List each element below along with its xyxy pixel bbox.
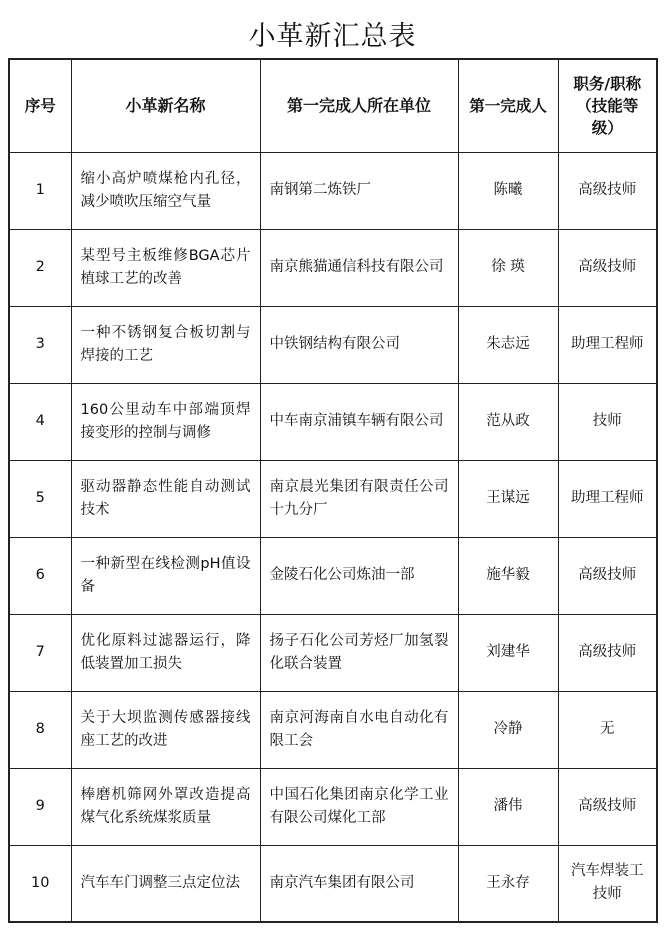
cell-title: 高级技师 xyxy=(558,614,657,691)
cell-unit: 南京汽车集团有限公司 xyxy=(260,845,458,922)
cell-no: 8 xyxy=(9,691,71,768)
cell-name: 棒磨机筛网外罩改造提高煤气化系统煤浆质量 xyxy=(71,768,260,845)
header-title: 职务/职称（技能等级） xyxy=(558,59,657,152)
cell-person: 王谋远 xyxy=(458,460,558,537)
cell-title: 高级技师 xyxy=(558,768,657,845)
cell-name: 驱动器静态性能自动测试技术 xyxy=(71,460,260,537)
cell-name: 优化原料过滤器运行，降低装置加工损失 xyxy=(71,614,260,691)
cell-name: 缩小高炉喷煤枪内孔径，减少喷吹压缩空气量 xyxy=(71,152,260,229)
cell-person: 王永存 xyxy=(458,845,558,922)
cell-person: 潘伟 xyxy=(458,768,558,845)
table-row xyxy=(9,614,657,691)
cell-no: 4 xyxy=(9,383,71,460)
cell-title: 技师 xyxy=(558,383,657,460)
cell-person: 施华毅 xyxy=(458,537,558,614)
cell-unit: 金陵石化公司炼油一部 xyxy=(260,537,458,614)
cell-person: 刘建华 xyxy=(458,614,558,691)
page-title: 小革新汇总表 xyxy=(248,21,417,52)
cell-no: 9 xyxy=(9,768,71,845)
table-row xyxy=(9,229,657,306)
table-row xyxy=(9,152,657,229)
cell-title: 高级技师 xyxy=(558,229,657,306)
cell-unit: 扬子石化公司芳烃厂加氢裂化联合装置 xyxy=(260,614,458,691)
cell-no: 7 xyxy=(9,614,71,691)
table-row xyxy=(9,691,657,768)
cell-title: 助理工程师 xyxy=(558,460,657,537)
header-person: 第一完成人 xyxy=(458,59,558,152)
table-row xyxy=(9,537,657,614)
table-body xyxy=(9,152,657,922)
cell-person: 朱志远 xyxy=(458,306,558,383)
header-unit: 第一完成人所在单位 xyxy=(260,59,458,152)
cell-name: 160公里动车中部端顶焊接变形的控制与调修 xyxy=(71,383,260,460)
cell-no: 6 xyxy=(9,537,71,614)
cell-title: 高级技师 xyxy=(558,152,657,229)
table-row xyxy=(9,460,657,537)
cell-no: 1 xyxy=(9,152,71,229)
cell-title: 助理工程师 xyxy=(558,306,657,383)
table-row xyxy=(9,306,657,383)
cell-no: 3 xyxy=(9,306,71,383)
cell-unit: 南京河海南自水电自动化有限工会 xyxy=(260,691,458,768)
cell-name: 一种新型在线检测pH值设备 xyxy=(71,537,260,614)
cell-unit: 南京熊猫通信科技有限公司 xyxy=(260,229,458,306)
table-row xyxy=(9,383,657,460)
cell-person: 冷静 xyxy=(458,691,558,768)
cell-name: 某型号主板维修BGA芯片植球工艺的改善 xyxy=(71,229,260,306)
cell-title: 汽车焊装工技师 xyxy=(558,845,657,922)
table-row xyxy=(9,768,657,845)
cell-name: 汽车车门调整三点定位法 xyxy=(71,845,260,922)
cell-unit: 中铁钢结构有限公司 xyxy=(260,306,458,383)
header-no: 序号 xyxy=(9,59,71,152)
cell-no: 5 xyxy=(9,460,71,537)
cell-unit: 中车南京浦镇车辆有限公司 xyxy=(260,383,458,460)
cell-no: 2 xyxy=(9,229,71,306)
cell-person: 陈曦 xyxy=(458,152,558,229)
cell-no: 10 xyxy=(9,845,71,922)
cell-unit: 南钢第二炼铁厂 xyxy=(260,152,458,229)
cell-person: 徐 瑛 xyxy=(458,229,558,306)
cell-name: 一种不锈钢复合板切割与焊接的工艺 xyxy=(71,306,260,383)
cell-unit: 南京晨光集团有限责任公司十九分厂 xyxy=(260,460,458,537)
cell-person: 范从政 xyxy=(458,383,558,460)
table-header-row xyxy=(9,59,657,152)
cell-name: 关于大坝监测传感器接线座工艺的改进 xyxy=(71,691,260,768)
table-row xyxy=(9,845,657,922)
header-name: 小革新名称 xyxy=(71,59,260,152)
cell-unit: 中国石化集团南京化学工业有限公司煤化工部 xyxy=(260,768,458,845)
cell-title: 无 xyxy=(558,691,657,768)
summary-table xyxy=(8,58,658,923)
cell-title: 高级技师 xyxy=(558,537,657,614)
